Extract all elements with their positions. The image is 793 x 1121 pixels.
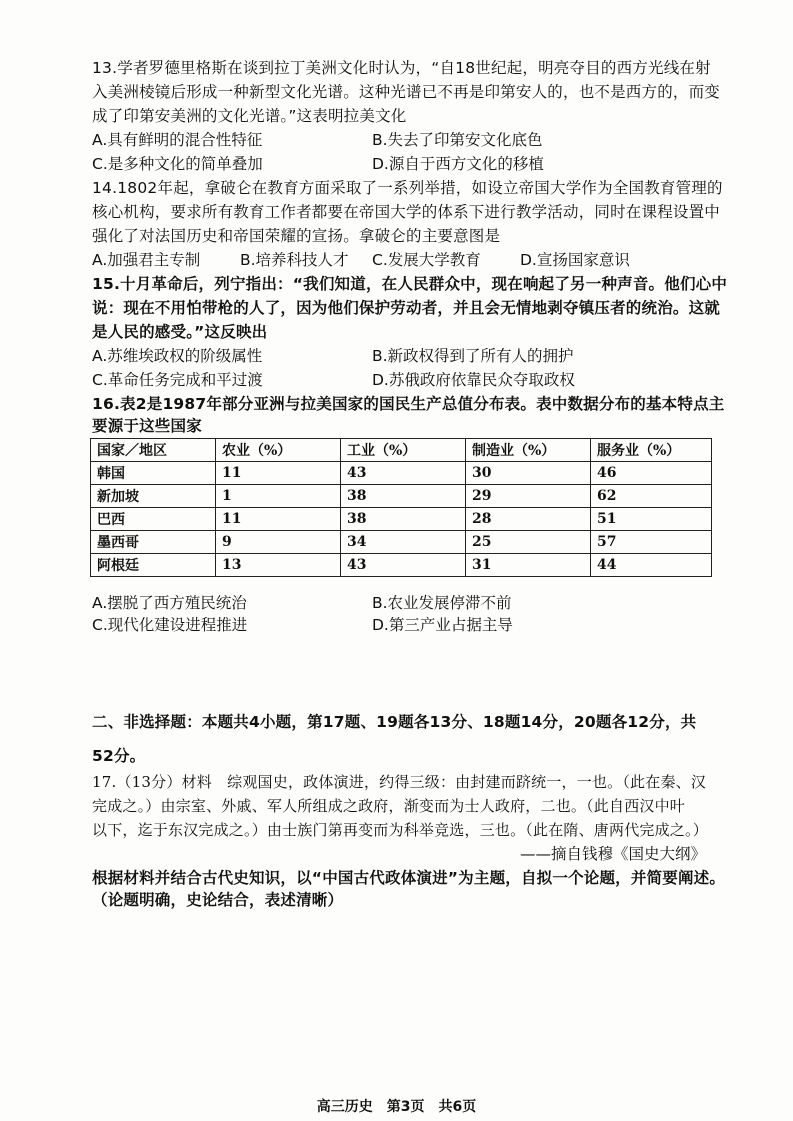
table-cell: 44: [591, 554, 712, 577]
table-cell: 28: [466, 508, 591, 531]
q13-stem-line-2: 入美洲棱镜后形成一种新型文化光谱。这种光谱已不再是印第安人的，也不是西方的，而变: [92, 83, 721, 101]
table-cell: 43: [341, 554, 466, 577]
q17-task-line-1: 根据材料并结合古代史知识，以“中国古代政体演进”为主题，自拟一个论题，并简要阐述。: [92, 869, 726, 887]
q13-option-d: D.源自于西方文化的移植: [372, 155, 544, 173]
q13-stem-line-1: 13.学者罗德里格斯在谈到拉丁美洲文化时认为，“自18世纪起，明亮夺目的西方光线在射: [92, 59, 711, 77]
table-header-row: [91, 439, 712, 462]
section2-heading-line-1: 二、非选择题：本题共4小题，第17题、19题各13分、18题14分，20题各12分，共: [92, 713, 697, 731]
table-cell: 墨西哥: [91, 531, 216, 554]
table-cell: 1: [216, 485, 341, 508]
q16-stem-line-2: 要源于这些国家: [92, 417, 202, 435]
table-row: [91, 508, 712, 531]
table-row: [91, 462, 712, 485]
table-cell: 43: [341, 462, 466, 485]
q16-option-d: D.第三产业占据主导: [372, 616, 513, 634]
q17-source: ——摘自钱穆《国史大纲》: [520, 845, 707, 863]
table-cell: 62: [591, 485, 712, 508]
q13-option-b: B.失去了印第安文化底色: [372, 131, 543, 149]
gnp-distribution-table: [90, 438, 712, 577]
q14-option-c: C.发展大学教育: [372, 251, 481, 269]
q15-option-a: A.苏维埃政权的阶级属性: [92, 347, 263, 365]
q16-option-c: C.现代化建设进程推进: [92, 616, 248, 634]
table-cell: 29: [466, 485, 591, 508]
q14-stem-line-2: 核心机构，要求所有教育工作者都要在帝国大学的体系下进行教学活动，同时在课程设置中: [92, 203, 721, 221]
table-cell: 25: [466, 531, 591, 554]
table-cell: 11: [216, 508, 341, 531]
table-cell: 新加坡: [91, 485, 216, 508]
table-cell: 11: [216, 462, 341, 485]
q14-option-a: A.加强君主专制: [92, 251, 201, 269]
table-cell: 38: [341, 508, 466, 531]
table-header-cell: 服务业（%）: [591, 439, 712, 462]
table-cell: 34: [341, 531, 466, 554]
table-row: [91, 554, 712, 577]
q16-option-a: A.摆脱了西方殖民统治: [92, 594, 247, 612]
table-header-cell: 农业（%）: [216, 439, 341, 462]
q14-stem-line-1: 14.1802年起，拿破仑在教育方面采取了一系列举措，如设立帝国大学作为全国教育管理的: [92, 179, 723, 197]
q16-option-b: B.农业发展停滞不前: [372, 594, 512, 612]
q14-stem-line-3: 强化了对法国历史和帝国荣耀的宣扬。拿破仑的主要意图是: [92, 227, 501, 245]
table-header-cell: 国家／地区: [91, 439, 216, 462]
q13-stem-line-3: 成了印第安美洲的文化光谱。”这表明拉美文化: [92, 107, 407, 125]
q13-option-c: C.是多种文化的简单叠加: [92, 155, 263, 173]
q15-option-d: D.苏俄政府依靠民众夺取政权: [372, 371, 575, 389]
table-row: [91, 485, 712, 508]
q13-option-a: A.具有鲜明的混合性特征: [92, 131, 263, 149]
q15-stem-line-1: 15.十月革命后，列宁指出：“我们知道，在人民群众中，现在响起了另一种声音。他们心中: [92, 275, 728, 293]
table-cell: 51: [591, 508, 712, 531]
table-cell: 46: [591, 462, 712, 485]
q17-task-line-2: （论题明确，史论结合，表述清晰）: [92, 891, 344, 909]
q16-stem-line-1: 16.表2是1987年部分亚洲与拉美国家的国民生产总值分布表。表中数据分布的基本特点主: [92, 395, 725, 413]
q14-option-d: D.宣扬国家意识: [520, 251, 630, 269]
table-cell: 30: [466, 462, 591, 485]
q15-option-c: C.革命任务完成和平过渡: [92, 371, 263, 389]
table-cell: 阿根廷: [91, 554, 216, 577]
table-header-cell: 制造业（%）: [466, 439, 591, 462]
q15-stem-line-2: 说：现在不用怕带枪的人了，因为他们保护劳动者，并且会无情地剥夺镇压者的统治。这就: [92, 299, 721, 317]
q15-option-b: B.新政权得到了所有人的拥护: [372, 347, 574, 365]
table-cell: 38: [341, 485, 466, 508]
q17-material-line-3: 以下，迄于东汉完成之。）由士族门第再变而为科举竞选，三也。（此在隋、唐两代完成之。）: [92, 821, 708, 839]
table-header-cell: 工业（%）: [341, 439, 466, 462]
table-row: [91, 531, 712, 554]
table-cell: 57: [591, 531, 712, 554]
page-footer: 高三历史 第3页 共6页: [316, 1099, 477, 1115]
q14-option-b: B.培养科技人才: [240, 251, 349, 269]
q17-material-line-2: 完成之。）由宗室、外戚、军人所组成之政府，渐变而为士人政府，二也。（此自西汉中叶: [92, 797, 686, 815]
table-cell: 9: [216, 531, 341, 554]
table-cell: 13: [216, 554, 341, 577]
q17-material-line-1: 17.（13分）材料 综观国史，政体演进，约得三级：由封建而跻统一，一也。（此在秦、汉: [92, 773, 707, 791]
table-cell: 巴西: [91, 508, 216, 531]
q15-stem-line-3: 是人民的感受。”这反映出: [92, 323, 268, 341]
table-cell: 31: [466, 554, 591, 577]
section2-heading-line-2: 52分。: [92, 747, 146, 765]
table-cell: 韩国: [91, 462, 216, 485]
